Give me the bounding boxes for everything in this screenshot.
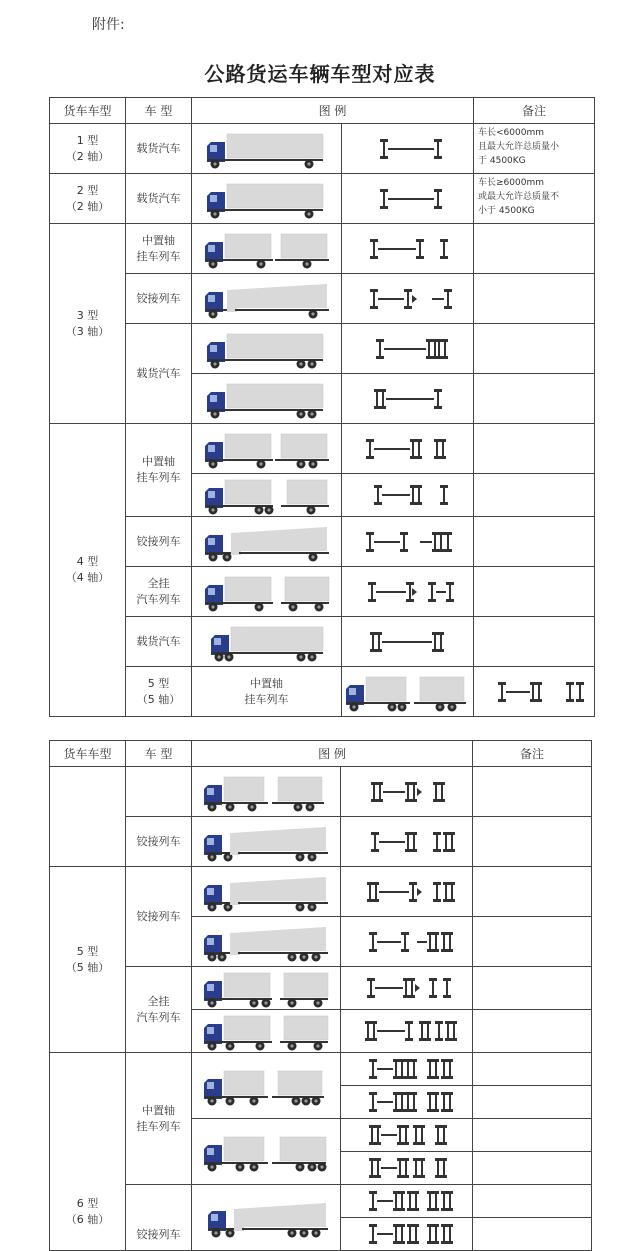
axle-diagram-icon	[341, 1086, 473, 1119]
type-cell: 铰接列车	[126, 274, 192, 324]
axle-diagram-icon	[341, 1010, 473, 1053]
axle-diagram-icon	[342, 567, 474, 617]
note-cell	[473, 1119, 592, 1152]
type-cell: 载货汽车	[126, 174, 192, 224]
type-cell: 中置轴 挂车列车	[126, 424, 192, 517]
axle-diagram-icon	[342, 617, 474, 667]
axle-diagram-icon	[341, 867, 473, 917]
truck-illustration-icon	[192, 474, 342, 517]
class-cell: 4 型 （4 轴）	[50, 424, 126, 717]
note-cell	[474, 224, 595, 274]
axle-diagram-icon	[342, 174, 474, 224]
axle-diagram-icon	[342, 324, 474, 374]
note-cell	[474, 517, 595, 567]
truck-illustration-icon	[192, 1119, 341, 1185]
axle-diagram-icon	[341, 1053, 473, 1086]
header-diagram: 图 例	[192, 98, 474, 124]
axle-diagram-icon	[341, 1119, 473, 1152]
axle-diagram-icon	[341, 1185, 473, 1218]
header-class: 货车车型	[50, 98, 126, 124]
truck-illustration-icon	[192, 224, 342, 274]
type-cell: 铰接列车	[126, 517, 192, 567]
type-cell: 中置轴 挂车列车	[126, 1053, 192, 1185]
note-cell	[473, 817, 592, 867]
axle-diagram-icon	[341, 917, 473, 967]
header-note: 备注	[474, 98, 595, 124]
type-cell: 铰接列车	[126, 817, 192, 867]
class-cell: 5 型 （5 轴）	[126, 667, 192, 717]
axle-diagram-icon	[342, 517, 474, 567]
truck-illustration-icon	[192, 124, 342, 174]
note-cell	[473, 867, 592, 917]
class-cell: 3 型 （3 轴）	[50, 224, 126, 424]
attachment-label: 附件:	[92, 17, 125, 33]
note-cell	[474, 274, 595, 324]
axle-diagram-icon	[342, 374, 474, 424]
truck-illustration-icon	[192, 867, 341, 917]
note-cell	[473, 767, 592, 817]
axle-diagram-icon	[341, 1152, 473, 1185]
type-cell: 载货汽车	[126, 124, 192, 174]
type-cell: 中置轴 挂车列车	[126, 224, 192, 274]
class-cell	[50, 767, 126, 867]
header-type: 车 型	[126, 741, 192, 767]
axle-diagram-icon	[342, 224, 474, 274]
class-cell: 2 型 （2 轴）	[50, 174, 126, 224]
truck-illustration-icon	[192, 274, 342, 324]
note-cell	[473, 967, 592, 1010]
type-cell: 全挂 汽车列车	[126, 967, 192, 1053]
note-cell	[473, 1053, 592, 1086]
axle-diagram-icon	[342, 424, 474, 474]
class-cell: 6 型 （6 轴）	[50, 1053, 126, 1251]
note-cell: 车长≥6000mm 或最大允许总质量不 小于 4500KG	[474, 174, 595, 224]
axle-diagram-icon	[342, 124, 474, 174]
vehicle-table-1	[49, 97, 595, 717]
axle-diagram-icon	[342, 274, 474, 324]
axle-diagram-icon	[341, 967, 473, 1010]
note-cell	[474, 617, 595, 667]
note-cell: 车长<6000mm 且最大允许总质量小 于 4500KG	[474, 124, 595, 174]
truck-illustration-icon	[192, 967, 341, 1010]
type-cell: 铰接列车	[126, 1185, 192, 1251]
type-cell: 中置轴 挂车列车	[192, 667, 342, 717]
truck-illustration-icon	[192, 374, 342, 424]
type-cell: 载货汽车	[126, 324, 192, 424]
truck-illustration-icon	[192, 917, 341, 967]
type-cell	[126, 767, 192, 817]
page-title: 公路货运车辆车型对应表	[204, 62, 436, 86]
axle-diagram-icon	[341, 767, 473, 817]
axle-diagram-icon	[474, 667, 595, 717]
note-cell	[473, 1218, 592, 1251]
axle-diagram-icon	[341, 817, 473, 867]
note-cell	[473, 1086, 592, 1119]
axle-diagram-icon	[341, 1218, 473, 1251]
truck-illustration-icon	[192, 1185, 341, 1251]
truck-illustration-icon	[192, 517, 342, 567]
truck-illustration-icon	[192, 817, 341, 867]
note-cell	[474, 324, 595, 374]
truck-illustration-icon	[192, 324, 342, 374]
header-class: 货车车型	[50, 741, 126, 767]
note-cell	[473, 1185, 592, 1218]
type-cell: 载货汽车	[126, 617, 192, 667]
truck-illustration-icon	[342, 667, 474, 717]
class-cell: 1 型 （2 轴）	[50, 124, 126, 174]
note-cell	[473, 917, 592, 967]
note-cell	[474, 374, 595, 424]
type-cell: 全挂 汽车列车	[126, 567, 192, 617]
note-cell	[474, 474, 595, 517]
type-cell: 铰接列车	[126, 867, 192, 967]
header-note: 备注	[473, 741, 592, 767]
truck-illustration-icon	[192, 424, 342, 474]
note-cell	[473, 1152, 592, 1185]
truck-illustration-icon	[192, 617, 342, 667]
axle-diagram-icon	[342, 474, 474, 517]
note-cell	[474, 424, 595, 474]
truck-illustration-icon	[192, 174, 342, 224]
class-cell: 5 型 （5 轴）	[50, 867, 126, 1053]
header-diagram: 图 例	[192, 741, 473, 767]
truck-illustration-icon	[192, 567, 342, 617]
note-cell	[474, 567, 595, 617]
vehicle-table-2	[49, 740, 592, 1251]
truck-illustration-icon	[192, 1010, 341, 1053]
header-type: 车 型	[126, 98, 192, 124]
truck-illustration-icon	[192, 767, 341, 817]
note-cell	[473, 1010, 592, 1053]
truck-illustration-icon	[192, 1053, 341, 1119]
